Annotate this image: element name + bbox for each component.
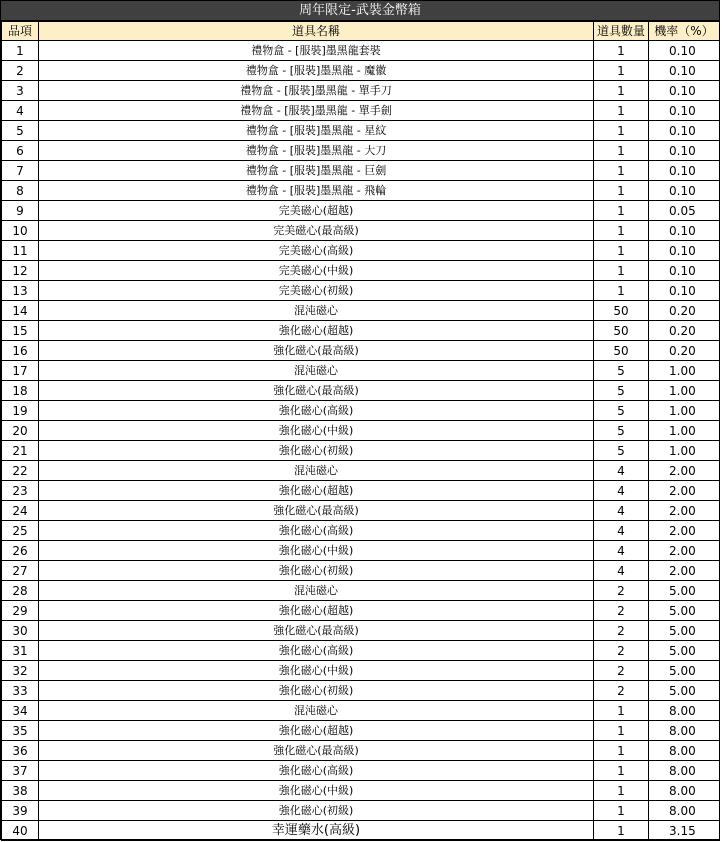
cell-rate: 2.00 <box>649 481 720 501</box>
table-row <box>2 781 720 801</box>
header-quantity: 道具數量 <box>594 22 649 41</box>
cell-item-name: 幸運藥水(高級) <box>39 821 594 841</box>
cell-rate: 0.10 <box>649 261 720 281</box>
cell-index: 34 <box>2 701 39 721</box>
cell-item-name: 禮物盒 - [服裝]墨黑龍 - 星紋 <box>39 121 594 141</box>
cell-index: 36 <box>2 741 39 761</box>
cell-quantity: 4 <box>594 521 649 541</box>
cell-item-name: 完美磁心(中級) <box>39 261 594 281</box>
table-row <box>2 321 720 341</box>
cell-quantity: 1 <box>594 261 649 281</box>
table-row <box>2 641 720 661</box>
cell-index: 11 <box>2 241 39 261</box>
table-row <box>2 181 720 201</box>
cell-item-name: 強化磁心(高級) <box>39 401 594 421</box>
cell-quantity: 50 <box>594 341 649 361</box>
cell-index: 3 <box>2 81 39 101</box>
cell-quantity: 2 <box>594 661 649 681</box>
cell-index: 38 <box>2 781 39 801</box>
cell-quantity: 5 <box>594 401 649 421</box>
cell-quantity: 1 <box>594 81 649 101</box>
cell-rate: 0.20 <box>649 341 720 361</box>
cell-rate: 0.10 <box>649 141 720 161</box>
cell-index: 15 <box>2 321 39 341</box>
header-rate: 機率（%） <box>649 22 720 41</box>
cell-item-name: 禮物盒 - [服裝]墨黑龍 - 單手劍 <box>39 101 594 121</box>
table-row <box>2 61 720 81</box>
cell-quantity: 4 <box>594 541 649 561</box>
cell-item-name: 混沌磁心 <box>39 301 594 321</box>
cell-item-name: 強化磁心(超越) <box>39 481 594 501</box>
cell-index: 28 <box>2 581 39 601</box>
cell-item-name: 強化磁心(最高級) <box>39 741 594 761</box>
cell-quantity: 50 <box>594 301 649 321</box>
cell-item-name: 完美磁心(高級) <box>39 241 594 261</box>
cell-quantity: 1 <box>594 741 649 761</box>
cell-item-name: 禮物盒 - [服裝]墨黑龍 - 單手刀 <box>39 81 594 101</box>
cell-item-name: 強化磁心(最高級) <box>39 381 594 401</box>
cell-quantity: 1 <box>594 781 649 801</box>
cell-item-name: 禮物盒 - [服裝]墨黑龍 - 魔徽 <box>39 61 594 81</box>
cell-item-name: 強化磁心(中級) <box>39 781 594 801</box>
cell-index: 2 <box>2 61 39 81</box>
cell-rate: 0.10 <box>649 281 720 301</box>
cell-quantity: 1 <box>594 241 649 261</box>
cell-index: 32 <box>2 661 39 681</box>
cell-quantity: 1 <box>594 161 649 181</box>
table-row <box>2 241 720 261</box>
cell-item-name: 強化磁心(高級) <box>39 761 594 781</box>
cell-quantity: 1 <box>594 141 649 161</box>
table-row <box>2 621 720 641</box>
cell-item-name: 強化磁心(超越) <box>39 721 594 741</box>
cell-quantity: 5 <box>594 381 649 401</box>
cell-index: 33 <box>2 681 39 701</box>
cell-rate: 0.10 <box>649 181 720 201</box>
cell-quantity: 1 <box>594 801 649 821</box>
table-row <box>2 441 720 461</box>
cell-rate: 1.00 <box>649 421 720 441</box>
cell-item-name: 強化磁心(中級) <box>39 541 594 561</box>
cell-index: 10 <box>2 221 39 241</box>
cell-item-name: 完美磁心(初級) <box>39 281 594 301</box>
cell-rate: 2.00 <box>649 501 720 521</box>
table-row <box>2 161 720 181</box>
cell-rate: 5.00 <box>649 581 720 601</box>
table-row <box>2 561 720 581</box>
cell-index: 35 <box>2 721 39 741</box>
cell-quantity: 5 <box>594 441 649 461</box>
cell-item-name: 混沌磁心 <box>39 361 594 381</box>
cell-rate: 1.00 <box>649 361 720 381</box>
cell-item-name: 強化磁心(高級) <box>39 521 594 541</box>
cell-quantity: 1 <box>594 821 649 841</box>
cell-rate: 2.00 <box>649 461 720 481</box>
cell-quantity: 1 <box>594 701 649 721</box>
cell-quantity: 1 <box>594 41 649 61</box>
cell-quantity: 4 <box>594 501 649 521</box>
table-row <box>2 281 720 301</box>
cell-quantity: 4 <box>594 461 649 481</box>
cell-rate: 8.00 <box>649 761 720 781</box>
cell-quantity: 1 <box>594 181 649 201</box>
cell-rate: 2.00 <box>649 541 720 561</box>
cell-quantity: 2 <box>594 641 649 661</box>
cell-item-name: 強化磁心(超越) <box>39 601 594 621</box>
cell-rate: 0.10 <box>649 121 720 141</box>
cell-quantity: 1 <box>594 101 649 121</box>
cell-item-name: 禮物盒 - [服裝]墨黑龍 - 巨劍 <box>39 161 594 181</box>
cell-rate: 2.00 <box>649 521 720 541</box>
cell-index: 40 <box>2 821 39 841</box>
table-row <box>2 801 720 821</box>
table-row <box>2 521 720 541</box>
table-row <box>2 581 720 601</box>
table-row <box>2 101 720 121</box>
cell-index: 1 <box>2 41 39 61</box>
table-row <box>2 501 720 521</box>
cell-index: 13 <box>2 281 39 301</box>
cell-item-name: 強化磁心(初級) <box>39 681 594 701</box>
cell-index: 20 <box>2 421 39 441</box>
cell-quantity: 2 <box>594 681 649 701</box>
cell-index: 24 <box>2 501 39 521</box>
cell-rate: 8.00 <box>649 701 720 721</box>
cell-quantity: 1 <box>594 721 649 741</box>
cell-rate: 5.00 <box>649 601 720 621</box>
cell-rate: 8.00 <box>649 801 720 821</box>
cell-item-name: 強化磁心(中級) <box>39 661 594 681</box>
cell-quantity: 5 <box>594 361 649 381</box>
cell-quantity: 1 <box>594 121 649 141</box>
cell-item-name: 強化磁心(高級) <box>39 641 594 661</box>
cell-index: 39 <box>2 801 39 821</box>
table-row <box>2 201 720 221</box>
cell-item-name: 禮物盒 - [服裝]墨黑龍套裝 <box>39 41 594 61</box>
table-row <box>2 601 720 621</box>
table-row <box>2 121 720 141</box>
cell-quantity: 4 <box>594 481 649 501</box>
cell-item-name: 強化磁心(超越) <box>39 321 594 341</box>
cell-quantity: 1 <box>594 281 649 301</box>
cell-index: 19 <box>2 401 39 421</box>
cell-index: 30 <box>2 621 39 641</box>
cell-index: 6 <box>2 141 39 161</box>
table-row <box>2 821 720 841</box>
cell-rate: 0.10 <box>649 241 720 261</box>
cell-quantity: 2 <box>594 601 649 621</box>
cell-index: 17 <box>2 361 39 381</box>
cell-index: 4 <box>2 101 39 121</box>
cell-item-name: 混沌磁心 <box>39 461 594 481</box>
cell-quantity: 1 <box>594 221 649 241</box>
cell-rate: 0.10 <box>649 101 720 121</box>
cell-item-name: 強化磁心(初級) <box>39 801 594 821</box>
cell-rate: 0.10 <box>649 61 720 81</box>
table-title: 周年限定-武裝金幣箱 <box>1 1 719 21</box>
table-row <box>2 401 720 421</box>
cell-quantity: 4 <box>594 561 649 581</box>
cell-quantity: 1 <box>594 61 649 81</box>
cell-rate: 8.00 <box>649 741 720 761</box>
table-row <box>2 721 720 741</box>
table-row <box>2 481 720 501</box>
table-row <box>2 81 720 101</box>
table-row <box>2 421 720 441</box>
header-name: 道具名稱 <box>39 22 594 41</box>
cell-item-name: 強化磁心(最高級) <box>39 621 594 641</box>
cell-item-name: 完美磁心(最高級) <box>39 221 594 241</box>
cell-rate: 5.00 <box>649 661 720 681</box>
cell-index: 8 <box>2 181 39 201</box>
table-body <box>2 41 720 841</box>
cell-index: 9 <box>2 201 39 221</box>
cell-quantity: 1 <box>594 201 649 221</box>
cell-item-name: 禮物盒 - [服裝]墨黑龍 - 大刀 <box>39 141 594 161</box>
cell-rate: 0.10 <box>649 161 720 181</box>
table-row <box>2 41 720 61</box>
cell-rate: 2.00 <box>649 561 720 581</box>
cell-rate: 5.00 <box>649 681 720 701</box>
probability-table <box>1 21 720 841</box>
cell-index: 29 <box>2 601 39 621</box>
cell-index: 37 <box>2 761 39 781</box>
cell-quantity: 5 <box>594 421 649 441</box>
table-row <box>2 361 720 381</box>
cell-index: 5 <box>2 121 39 141</box>
table-row <box>2 221 720 241</box>
table-row <box>2 141 720 161</box>
cell-index: 27 <box>2 561 39 581</box>
cell-item-name: 混沌磁心 <box>39 701 594 721</box>
cell-index: 31 <box>2 641 39 661</box>
cell-item-name: 混沌磁心 <box>39 581 594 601</box>
cell-rate: 3.15 <box>649 821 720 841</box>
cell-index: 21 <box>2 441 39 461</box>
table-row <box>2 461 720 481</box>
cell-index: 22 <box>2 461 39 481</box>
table-row <box>2 661 720 681</box>
table-row <box>2 261 720 281</box>
cell-rate: 5.00 <box>649 621 720 641</box>
cell-rate: 0.10 <box>649 81 720 101</box>
cell-rate: 0.10 <box>649 221 720 241</box>
cell-index: 14 <box>2 301 39 321</box>
cell-rate: 0.20 <box>649 321 720 341</box>
cell-quantity: 2 <box>594 581 649 601</box>
table-row <box>2 381 720 401</box>
cell-index: 12 <box>2 261 39 281</box>
cell-index: 18 <box>2 381 39 401</box>
header-index: 品項 <box>2 22 39 41</box>
cell-rate: 0.10 <box>649 41 720 61</box>
cell-item-name: 完美磁心(超越) <box>39 201 594 221</box>
cell-quantity: 2 <box>594 621 649 641</box>
cell-item-name: 強化磁心(初級) <box>39 441 594 461</box>
cell-rate: 1.00 <box>649 381 720 401</box>
cell-item-name: 強化磁心(最高級) <box>39 501 594 521</box>
cell-item-name: 禮物盒 - [服裝]墨黑龍 - 飛輪 <box>39 181 594 201</box>
table-row <box>2 301 720 321</box>
cell-rate: 5.00 <box>649 641 720 661</box>
cell-index: 16 <box>2 341 39 361</box>
table-row <box>2 761 720 781</box>
table-row <box>2 341 720 361</box>
cell-rate: 0.20 <box>649 301 720 321</box>
cell-quantity: 1 <box>594 761 649 781</box>
cell-index: 23 <box>2 481 39 501</box>
cell-rate: 8.00 <box>649 721 720 741</box>
cell-index: 25 <box>2 521 39 541</box>
cell-item-name: 強化磁心(中級) <box>39 421 594 441</box>
cell-rate: 8.00 <box>649 781 720 801</box>
cell-index: 7 <box>2 161 39 181</box>
table-row <box>2 741 720 761</box>
cell-item-name: 強化磁心(初級) <box>39 561 594 581</box>
table-row <box>2 681 720 701</box>
header-row <box>2 22 720 41</box>
cell-item-name: 強化磁心(最高級) <box>39 341 594 361</box>
cell-rate: 0.05 <box>649 201 720 221</box>
table-row <box>2 701 720 721</box>
cell-rate: 1.00 <box>649 441 720 461</box>
cell-quantity: 50 <box>594 321 649 341</box>
cell-index: 26 <box>2 541 39 561</box>
cell-rate: 1.00 <box>649 401 720 421</box>
table-row <box>2 541 720 561</box>
